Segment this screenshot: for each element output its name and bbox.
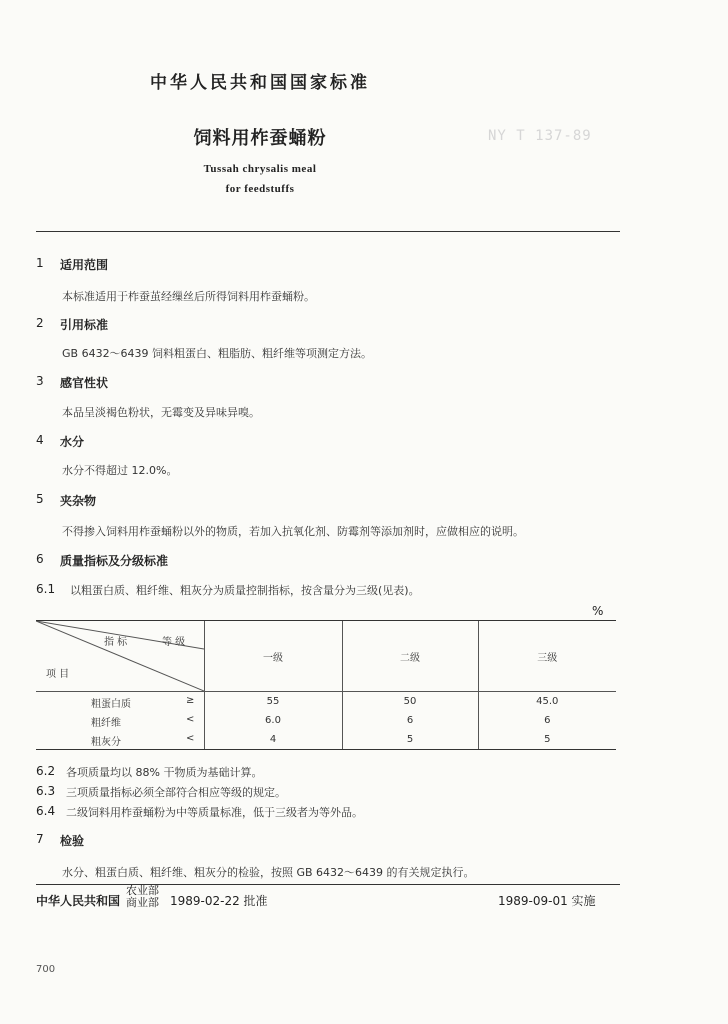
standard-code: NY T 137-89 bbox=[488, 128, 592, 144]
row-name: 粗纤维 bbox=[91, 718, 121, 729]
footer-dept-commerce: 商业部 bbox=[126, 896, 159, 909]
row-symbol: ≥ bbox=[186, 695, 195, 706]
document-title: 饲料用柞蚕蛹粉 bbox=[193, 128, 327, 149]
table-cell: 6.0 bbox=[204, 711, 342, 730]
section-number: 6 bbox=[36, 552, 44, 566]
section-number: 3 bbox=[36, 374, 44, 388]
subsection-text: 各项质量均以 88% 干物质为基础计算。 bbox=[66, 766, 263, 779]
section-title: 感官性状 bbox=[60, 376, 109, 390]
section-text: 本标准适用于柞蚕茧经缫丝后所得饲料用柞蚕蛹粉。 bbox=[62, 290, 315, 303]
section-number: 2 bbox=[36, 316, 44, 330]
table-cell: 4 bbox=[204, 730, 342, 750]
table-header-row bbox=[36, 621, 616, 692]
page-number: 700 bbox=[36, 964, 56, 975]
section-text: 水分不得超过 12.0%。 bbox=[62, 464, 178, 477]
subsection-number: 6.2 bbox=[36, 764, 56, 778]
row-symbol: < bbox=[186, 733, 195, 744]
row-name: 粗灰分 bbox=[91, 737, 121, 748]
section-number: 5 bbox=[36, 492, 44, 506]
section-title: 检验 bbox=[60, 834, 85, 848]
section-title: 引用标准 bbox=[60, 318, 109, 332]
table-row bbox=[36, 730, 616, 750]
table-cell: 45.0 bbox=[478, 692, 616, 712]
section-number: 1 bbox=[36, 256, 44, 270]
table-cell: 50 bbox=[342, 692, 478, 712]
item-label: 项 目 bbox=[46, 669, 70, 680]
subsection-text: 三项质量指标必须全部符合相应等级的规定。 bbox=[66, 786, 286, 799]
section-number: 7 bbox=[36, 832, 44, 846]
grade-header: 二级 bbox=[342, 621, 478, 692]
subsection-number: 6.3 bbox=[36, 784, 56, 798]
section-title: 质量指标及分级标准 bbox=[60, 554, 169, 568]
footer-issuer: 中华人民共和国 bbox=[36, 894, 121, 908]
table-cell: 5 bbox=[342, 730, 478, 750]
subsection-number: 6.1 bbox=[36, 582, 56, 596]
english-title-line2: for feedstuffs bbox=[225, 183, 295, 195]
subsection-text: 以粗蛋白质、粗纤维、粗灰分为质量控制指标，按含量分为三级(见表)。 bbox=[70, 584, 420, 597]
table-cell: 55 bbox=[204, 692, 342, 712]
table-cell: 5 bbox=[478, 730, 616, 750]
table-row bbox=[36, 692, 616, 712]
table-row bbox=[36, 711, 616, 730]
section-title: 适用范围 bbox=[60, 258, 109, 272]
grade-header: 一级 bbox=[204, 621, 342, 692]
diagonal-header-cell bbox=[36, 621, 204, 692]
diagonal-lines bbox=[36, 621, 204, 691]
quality-grade-table bbox=[36, 620, 616, 750]
section-text: 不得掺入饲料用柞蚕蛹粉以外的物质，若加入抗氧化剂、防霉剂等添加剂时，应做相应的说明。 bbox=[62, 525, 524, 538]
table-unit: % bbox=[592, 604, 604, 618]
section-text: GB 6432～6439 饲料粗蛋白、粗脂肪、粗纤维等项测定方法。 bbox=[62, 347, 373, 360]
table-cell: 6 bbox=[342, 711, 478, 730]
section-number: 4 bbox=[36, 433, 44, 447]
grade-label: 等 级 bbox=[162, 637, 186, 648]
header-rule bbox=[36, 231, 620, 232]
grade-header: 三级 bbox=[478, 621, 616, 692]
section-title: 夹杂物 bbox=[60, 494, 97, 508]
row-symbol: < bbox=[186, 714, 195, 725]
footer-rule bbox=[36, 884, 620, 885]
section-text: 本品呈淡褐色粉状，无霉变及异味异嗅。 bbox=[62, 406, 260, 419]
section-title: 水分 bbox=[60, 435, 85, 449]
english-title-line1: Tussah chrysalis meal bbox=[203, 163, 317, 175]
section-text: 水分、粗蛋白质、粗纤维、粗灰分的检验，按照 GB 6432～6439 的有关规定执行。 bbox=[62, 866, 475, 879]
subsection-text: 二级饲料用柞蚕蛹粉为中等质量标准，低于三级者为等外品。 bbox=[66, 806, 363, 819]
row-name: 粗蛋白质 bbox=[91, 699, 131, 710]
approval-date: 1989-02-22 批准 bbox=[170, 894, 268, 908]
indicator-label: 指 标 bbox=[104, 637, 128, 648]
implementation-date: 1989-09-01 实施 bbox=[498, 894, 596, 908]
footer-dept-agriculture: 农业部 bbox=[126, 884, 159, 897]
subsection-number: 6.4 bbox=[36, 804, 56, 818]
footer-departments bbox=[126, 885, 159, 909]
table-cell: 6 bbox=[478, 711, 616, 730]
national-standard-heading: 中华人民共和国国家标准 bbox=[150, 73, 370, 93]
